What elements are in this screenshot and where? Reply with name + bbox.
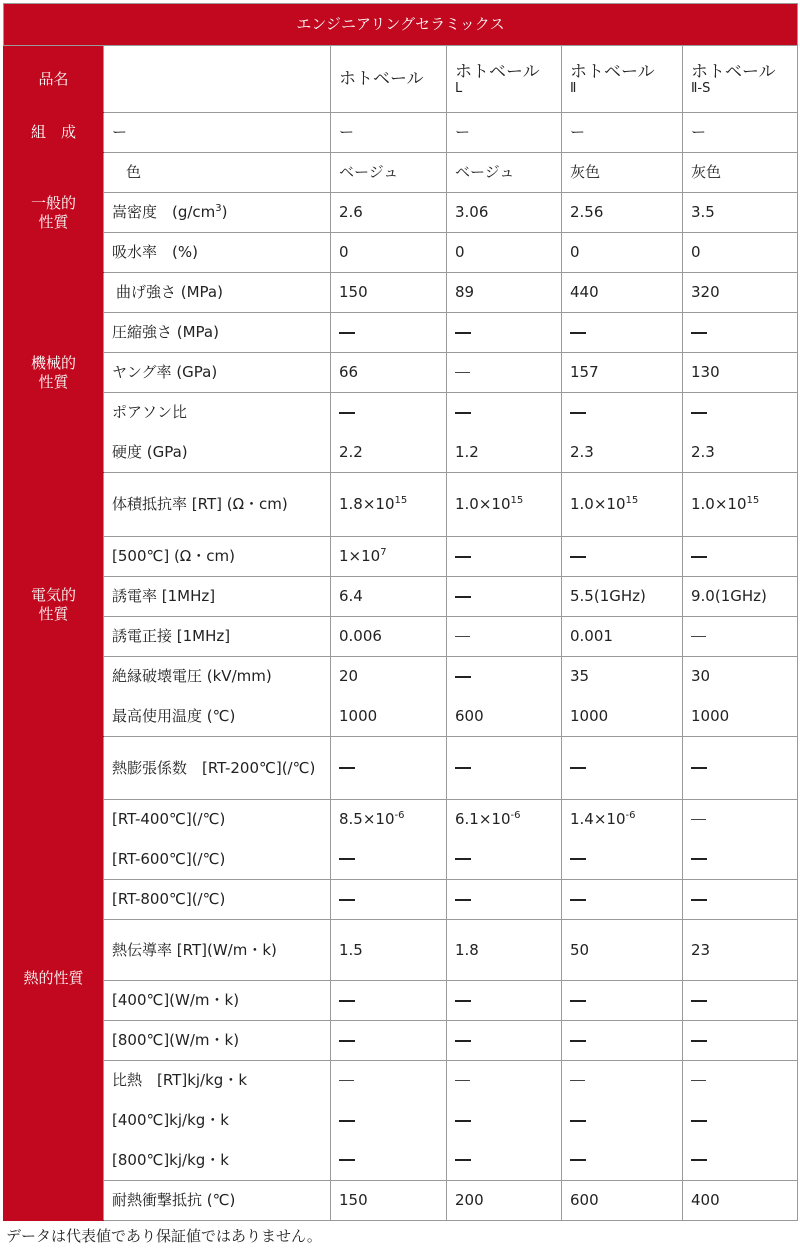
table-row [4, 840, 798, 880]
value-base: 1×10 [339, 547, 381, 565]
table-row [4, 577, 798, 617]
dash-cell [683, 737, 798, 800]
dash-mark [455, 899, 471, 901]
dash-cell [562, 880, 683, 920]
property-label: 色 [104, 153, 331, 193]
product-sub: Ⅱ [570, 80, 577, 96]
table-row [4, 1101, 798, 1141]
value-cell: 0 [562, 233, 683, 273]
table-row [4, 880, 798, 920]
dash-mark [455, 412, 471, 414]
product-header [562, 46, 683, 113]
value-cell: 3.06 [447, 193, 562, 233]
dash-mark [339, 1159, 355, 1161]
dash-cell [447, 981, 562, 1021]
dash-cell [562, 1061, 683, 1101]
dash-mark [339, 767, 355, 769]
property-label: ー [104, 113, 331, 153]
dash-mark [691, 1159, 707, 1161]
dash-mark [339, 1120, 355, 1122]
dash-cell [331, 737, 447, 800]
dash-cell [447, 537, 562, 577]
dash-mark [691, 332, 707, 334]
property-label: ヤング率 (GPa) [104, 353, 331, 393]
dash-cell [331, 880, 447, 920]
value-cell: 0 [683, 233, 798, 273]
value-cell: 600 [447, 697, 562, 737]
value-base: 1.0×10 [455, 495, 511, 513]
property-label [104, 193, 331, 233]
category-electrical [4, 473, 104, 737]
property-label: ポアソン比 [104, 393, 331, 433]
dash-cell [331, 1061, 447, 1101]
property-label: 絶縁破壊電圧 (kV/mm) [104, 657, 331, 697]
dash-mark [339, 332, 355, 334]
value-cell [562, 800, 683, 840]
table-row [4, 153, 798, 193]
property-label: 圧縮強さ (MPa) [104, 313, 331, 353]
dash-cell [331, 393, 447, 433]
dash-mark [455, 1040, 471, 1042]
property-label: [800℃]kj/kg・k [104, 1141, 331, 1181]
value-base: 1.4×10 [570, 810, 626, 829]
category-line: 一般的 [30, 193, 76, 212]
value-cell: ー [562, 113, 683, 153]
thin-dash-mark [455, 636, 470, 637]
table-row [4, 657, 798, 697]
table-row [4, 393, 798, 433]
dash-cell [683, 800, 798, 840]
value-exp: -6 [625, 810, 636, 822]
value-exp: -6 [394, 810, 405, 822]
value-base: 1.8×10 [339, 495, 395, 513]
property-label: 誘電正接 [1MHz] [104, 617, 331, 657]
value-cell [447, 473, 562, 537]
table-row [4, 800, 798, 840]
dash-mark [570, 767, 586, 769]
value-cell: 0.006 [331, 617, 447, 657]
dash-cell [447, 617, 562, 657]
value-cell: 35 [562, 657, 683, 697]
thin-dash-mark [691, 636, 706, 637]
thin-dash-mark [691, 819, 706, 820]
dash-mark [570, 556, 586, 558]
value-cell: ー [331, 113, 447, 153]
dash-cell [331, 1141, 447, 1181]
thin-dash-mark [339, 1080, 354, 1081]
property-label: 熱伝導率 [RT](W/m・k) [104, 920, 331, 981]
value-base: 1.0×10 [691, 495, 747, 513]
value-cell: 50 [562, 920, 683, 981]
dash-mark [455, 556, 471, 558]
category-mechanical [4, 273, 104, 473]
value-cell: 0 [447, 233, 562, 273]
dash-mark [339, 899, 355, 901]
table-row [4, 113, 798, 153]
spec-table [3, 3, 798, 1221]
dash-cell [447, 1061, 562, 1101]
value-cell: 2.3 [683, 433, 798, 473]
dash-cell [562, 313, 683, 353]
dash-mark [339, 1040, 355, 1042]
header-label: 品名 [4, 46, 104, 113]
property-label: 曲げ強さ (MPa) [104, 273, 331, 313]
table-row [4, 537, 798, 577]
dash-mark [570, 412, 586, 414]
dash-cell [447, 657, 562, 697]
value-cell: 30 [683, 657, 798, 697]
value-cell [683, 473, 798, 537]
value-cell: 9.0(1GHz) [683, 577, 798, 617]
dash-cell [683, 1101, 798, 1141]
dash-mark [691, 412, 707, 414]
value-cell [447, 800, 562, 840]
dash-mark [339, 858, 355, 860]
thin-dash-mark [570, 1080, 585, 1081]
property-label: 最高使用温度 (℃) [104, 697, 331, 737]
value-cell: 1.5 [331, 920, 447, 981]
dash-cell [562, 1021, 683, 1061]
dash-mark [691, 1040, 707, 1042]
product-name: ホトベール [691, 61, 776, 82]
value-cell [562, 473, 683, 537]
dash-cell [683, 617, 798, 657]
table-row [4, 981, 798, 1021]
dash-cell [683, 840, 798, 880]
table-row [4, 1021, 798, 1061]
value-cell: 400 [683, 1181, 798, 1221]
property-label: [400℃](W/m・k) [104, 981, 331, 1021]
category-line: 電気的 [30, 585, 76, 604]
category-line: 性質 [38, 212, 69, 231]
category-general [4, 153, 104, 273]
value-cell: 1000 [683, 697, 798, 737]
value-cell: 1.8 [447, 920, 562, 981]
dash-cell [683, 393, 798, 433]
dash-mark [570, 1159, 586, 1161]
value-base: 1.0×10 [570, 495, 626, 513]
product-header [683, 46, 798, 113]
value-base: 8.5×10 [339, 810, 395, 829]
table-row [4, 273, 798, 313]
label-sup: 3 [215, 203, 222, 214]
dash-cell [562, 1101, 683, 1141]
value-cell: 66 [331, 353, 447, 393]
value-cell: 2.56 [562, 193, 683, 233]
value-cell: 89 [447, 273, 562, 313]
table-row [4, 1181, 798, 1221]
value-cell: 440 [562, 273, 683, 313]
property-label: [500℃] (Ω・cm) [104, 537, 331, 577]
value-cell: 150 [331, 1181, 447, 1221]
label-text: ) [221, 203, 228, 221]
dash-mark [455, 1159, 471, 1161]
property-label: 体積抵抗率 [RT] (Ω・cm) [104, 473, 331, 537]
dash-mark [570, 1120, 586, 1122]
thin-dash-mark [455, 372, 470, 373]
property-label: [RT-600℃](/℃) [104, 840, 331, 880]
dash-mark [570, 858, 586, 860]
footnote: データは代表値であり保証値ではありません。 [6, 1227, 322, 1245]
table-row [4, 1141, 798, 1181]
dash-mark [455, 676, 471, 678]
value-exp: 7 [380, 547, 387, 558]
dash-mark [455, 332, 471, 334]
dash-mark [339, 1000, 355, 1002]
header-row [4, 46, 798, 113]
value-cell [331, 800, 447, 840]
dash-cell [447, 1021, 562, 1061]
product-sub: L [455, 80, 463, 96]
dash-cell [562, 1141, 683, 1181]
property-label: [RT-800℃](/℃) [104, 880, 331, 920]
dash-mark [455, 596, 471, 598]
value-cell: 200 [447, 1181, 562, 1221]
dash-mark [570, 1000, 586, 1002]
value-exp: -6 [510, 810, 521, 822]
value-cell: 20 [331, 657, 447, 697]
property-label: [800℃](W/m・k) [104, 1021, 331, 1061]
value-cell: 灰色 [683, 153, 798, 193]
category-composition: 組 成 [4, 113, 104, 153]
value-exp: 15 [510, 495, 524, 506]
dash-mark [691, 1000, 707, 1002]
table-row [4, 233, 798, 273]
dash-mark [455, 858, 471, 860]
dash-cell [562, 981, 683, 1021]
dash-cell [683, 1141, 798, 1181]
product-header [447, 46, 562, 113]
table-row [4, 617, 798, 657]
dash-cell [447, 313, 562, 353]
value-cell: 23 [683, 920, 798, 981]
dash-cell [562, 737, 683, 800]
table-row [4, 1061, 798, 1101]
dash-cell [331, 313, 447, 353]
dash-cell [562, 393, 683, 433]
dash-cell [562, 537, 683, 577]
value-cell: ベージュ [331, 153, 447, 193]
table-row [4, 920, 798, 981]
dash-cell [683, 981, 798, 1021]
dash-cell [683, 537, 798, 577]
value-cell: 1.2 [447, 433, 562, 473]
category-thermal: 熱的性質 [4, 737, 104, 1221]
dash-cell [447, 840, 562, 880]
thin-dash-mark [455, 1080, 470, 1081]
value-cell: 600 [562, 1181, 683, 1221]
value-cell: ベージュ [447, 153, 562, 193]
dash-cell [447, 577, 562, 617]
dash-cell [562, 840, 683, 880]
dash-mark [691, 767, 707, 769]
dash-cell [447, 737, 562, 800]
table-row [4, 433, 798, 473]
value-cell [331, 537, 447, 577]
property-label: [RT-400℃](/℃) [104, 800, 331, 840]
value-cell: 0 [331, 233, 447, 273]
dash-mark [691, 858, 707, 860]
value-base: 6.1×10 [455, 810, 511, 829]
property-label: 吸水率 (%) [104, 233, 331, 273]
table-row [4, 353, 798, 393]
value-exp: 15 [746, 495, 760, 506]
category-line: 機械的 [30, 353, 76, 372]
property-label: 比熱 [RT]kj/kg・k [104, 1061, 331, 1101]
property-label: 熱膨張係数 [RT-200℃](/℃) [104, 737, 331, 800]
dash-cell [447, 1141, 562, 1181]
header-blank [104, 46, 331, 113]
value-cell: 130 [683, 353, 798, 393]
value-cell: 3.5 [683, 193, 798, 233]
category-line: 性質 [38, 604, 69, 623]
table-row [4, 313, 798, 353]
dash-mark [339, 412, 355, 414]
value-cell: 320 [683, 273, 798, 313]
property-label: 硬度 (GPa) [104, 433, 331, 473]
value-cell: 157 [562, 353, 683, 393]
dash-cell [447, 393, 562, 433]
dash-cell [331, 840, 447, 880]
property-label: 誘電率 [1MHz] [104, 577, 331, 617]
table-title: エンジニアリングセラミックス [4, 4, 798, 46]
value-cell: 0.001 [562, 617, 683, 657]
product-header [331, 46, 447, 113]
value-cell [331, 473, 447, 537]
value-cell: 1000 [562, 697, 683, 737]
dash-mark [570, 332, 586, 334]
value-cell: 6.4 [331, 577, 447, 617]
property-label: [400℃]kj/kg・k [104, 1101, 331, 1141]
dash-cell [683, 880, 798, 920]
dash-cell [331, 1101, 447, 1141]
dash-mark [691, 1120, 707, 1122]
dash-cell [683, 1021, 798, 1061]
spec-table-container [3, 3, 797, 1221]
product-name: ホトベール [339, 68, 424, 89]
value-exp: 15 [625, 495, 639, 506]
value-exp: 15 [394, 495, 408, 506]
value-cell: 150 [331, 273, 447, 313]
table-row [4, 193, 798, 233]
dash-cell [683, 1061, 798, 1101]
table-row [4, 697, 798, 737]
dash-mark [691, 899, 707, 901]
label-text: 嵩密度 (g/cm [112, 203, 216, 221]
category-line: 性質 [38, 372, 69, 391]
dash-mark [691, 556, 707, 558]
product-name: ホトベール [570, 61, 655, 82]
dash-cell [683, 313, 798, 353]
dash-cell [447, 353, 562, 393]
product-sub: Ⅱ-S [691, 80, 711, 96]
value-cell: 灰色 [562, 153, 683, 193]
value-cell: ー [447, 113, 562, 153]
table-row [4, 473, 798, 537]
thin-dash-mark [691, 1080, 706, 1081]
value-cell: 5.5(1GHz) [562, 577, 683, 617]
dash-cell [331, 1021, 447, 1061]
value-cell: ー [683, 113, 798, 153]
property-label: 耐熱衝撃抵抗 (℃) [104, 1181, 331, 1221]
dash-mark [570, 899, 586, 901]
value-cell: 1000 [331, 697, 447, 737]
dash-cell [447, 880, 562, 920]
dash-mark [455, 767, 471, 769]
dash-cell [447, 1101, 562, 1141]
value-cell: 2.3 [562, 433, 683, 473]
value-cell: 2.6 [331, 193, 447, 233]
table-row [4, 737, 798, 800]
value-cell: 2.2 [331, 433, 447, 473]
dash-mark [455, 1120, 471, 1122]
dash-mark [455, 1000, 471, 1002]
dash-cell [331, 981, 447, 1021]
dash-mark [570, 1040, 586, 1042]
product-name: ホトベール [455, 61, 540, 82]
